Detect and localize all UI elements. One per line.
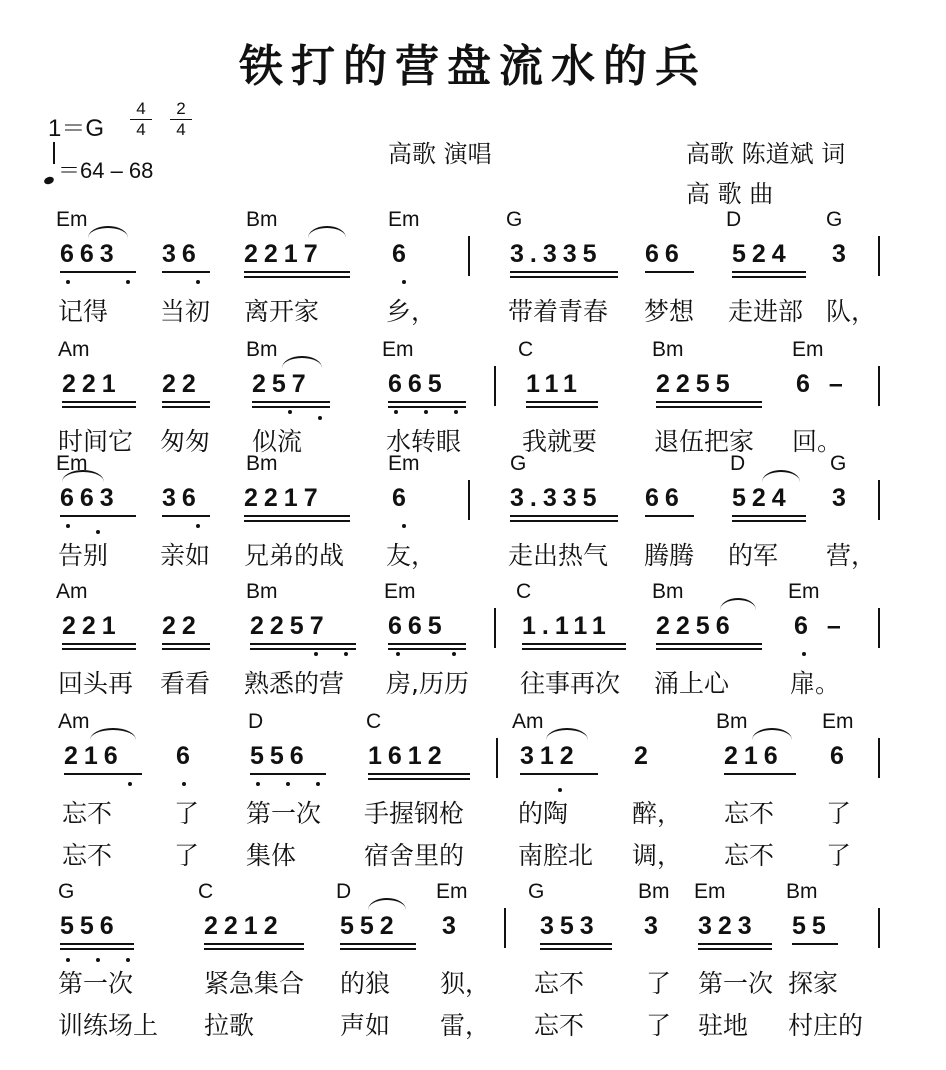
key-signature: 1＝G xyxy=(48,115,105,142)
chord-symbol: D xyxy=(248,710,264,733)
octave-dot xyxy=(314,652,318,656)
beam-underline xyxy=(522,648,626,650)
lyric-text: 梦想 xyxy=(644,297,695,326)
slur-mark xyxy=(88,226,128,238)
octave-dot xyxy=(396,652,400,656)
bar-line xyxy=(494,608,496,648)
lyric-text: 回。 xyxy=(792,427,843,456)
chord-symbol: Bm xyxy=(786,880,818,903)
beam-underline xyxy=(162,271,210,273)
chord-symbol: Am xyxy=(512,710,544,733)
lyric-text-verse2: 训练场上 xyxy=(58,1011,159,1040)
lyric-text-verse2: 拉歌 xyxy=(204,1011,255,1040)
note-group: 552 xyxy=(340,912,400,940)
chord-symbol: Em xyxy=(792,338,824,361)
chord-symbol: Em xyxy=(384,580,416,603)
chord-symbol: D xyxy=(726,208,742,231)
chord-symbol: Bm xyxy=(246,452,278,475)
note-group: 22 xyxy=(162,370,202,398)
lyric-text: 的狼 xyxy=(340,969,391,998)
beam-underline xyxy=(792,943,838,945)
note-group: 3 xyxy=(832,484,852,512)
chord-symbol: Em xyxy=(56,452,88,475)
lyric-text: 第一次 xyxy=(698,969,774,998)
note-group: 111 xyxy=(526,370,583,398)
beam-underline xyxy=(60,948,134,950)
note-group: 2256 xyxy=(656,612,736,640)
beam-underline xyxy=(162,648,210,650)
lyric-text: 友， xyxy=(386,541,437,570)
lyric-text: 离开家 xyxy=(244,297,320,326)
beam-underline xyxy=(510,520,618,522)
octave-dot xyxy=(424,410,428,414)
lyric-text-verse2: 集体 xyxy=(246,841,297,870)
note-group: 1.111 xyxy=(522,612,612,640)
slur-mark xyxy=(752,728,792,740)
beam-underline xyxy=(388,648,466,650)
note-group: 665 xyxy=(388,612,448,640)
lyric-text-verse2: 忘不 xyxy=(534,1011,585,1040)
chord-symbol: Am xyxy=(56,580,88,603)
note-group: 6 – xyxy=(796,370,849,398)
beam-underline xyxy=(244,520,350,522)
beam-underline xyxy=(60,515,136,517)
bar-line xyxy=(878,908,880,948)
lyric-text-verse2: 了 xyxy=(826,841,852,870)
lyric-text: 似流 xyxy=(252,427,303,456)
slur-mark xyxy=(368,898,406,910)
bar-line xyxy=(494,366,496,406)
slur-mark xyxy=(762,470,800,482)
lyric-text-verse2: 驻地 xyxy=(698,1011,749,1040)
chord-symbol: G xyxy=(830,452,847,475)
composer-credit: 高 歌 曲 xyxy=(686,180,774,208)
beam-underline xyxy=(62,401,136,403)
tempo-marking: ＝64 – 68 xyxy=(44,154,153,185)
lyric-text: 手握钢枪 xyxy=(364,799,465,828)
note-group: 221 xyxy=(62,370,122,398)
octave-dot xyxy=(256,782,260,786)
beam-underline xyxy=(732,515,806,517)
chord-symbol: G xyxy=(506,208,523,231)
beam-underline xyxy=(60,943,134,945)
beam-underline xyxy=(162,515,210,517)
lyric-text: 第一次 xyxy=(246,799,322,828)
singer-credit: 高歌 演唱 xyxy=(388,140,492,168)
note-group: 6 xyxy=(830,742,850,770)
lyric-text: 紧急集合 xyxy=(204,969,305,998)
note-group: 663 xyxy=(60,240,120,268)
chord-symbol: C xyxy=(518,338,534,361)
note-group: 524 xyxy=(732,484,792,512)
lyric-text: 告别 xyxy=(58,541,109,570)
beam-underline xyxy=(204,943,304,945)
lyric-text: 忘不 xyxy=(534,969,585,998)
octave-dot xyxy=(96,958,100,962)
lyric-text-verse2: 调， xyxy=(632,841,683,870)
beam-underline xyxy=(64,773,142,775)
lyric-text: 乡， xyxy=(386,297,437,326)
beam-underline xyxy=(540,948,612,950)
lyric-text-verse2: 南腔北 xyxy=(518,841,594,870)
beam-underline xyxy=(510,271,618,273)
note-group: 556 xyxy=(250,742,310,770)
beam-underline xyxy=(698,948,772,950)
lyric-text: 往事再次 xyxy=(520,669,621,698)
note-group: 66 xyxy=(645,240,685,268)
beam-underline xyxy=(60,271,136,273)
beam-underline xyxy=(645,515,694,517)
lyric-text: 忘不 xyxy=(62,799,113,828)
beam-underline xyxy=(244,276,350,278)
octave-dot xyxy=(196,280,200,284)
note-group: 22 xyxy=(162,612,202,640)
note-group: 556 xyxy=(60,912,120,940)
lyric-text-verse2: 宿舍里的 xyxy=(364,841,465,870)
lyric-text: 走进部 xyxy=(728,297,804,326)
lyric-text: 探家 xyxy=(788,969,839,998)
chord-symbol: Bm xyxy=(246,208,278,231)
lyric-text: 第一次 xyxy=(58,969,134,998)
note-group: 524 xyxy=(732,240,792,268)
lyric-text-verse2: 了 xyxy=(646,1011,672,1040)
octave-dot xyxy=(66,524,70,528)
beam-underline xyxy=(540,943,612,945)
time-signature-2-4: 2 4 xyxy=(170,100,192,139)
chord-symbol: Em xyxy=(382,338,414,361)
octave-dot xyxy=(454,410,458,414)
chord-symbol: Em xyxy=(56,208,88,231)
note-group: 353 xyxy=(540,912,600,940)
note-group: 2217 xyxy=(244,484,324,512)
note-group: 3.335 xyxy=(510,484,603,512)
note-group: 1612 xyxy=(368,742,448,770)
octave-dot xyxy=(402,280,406,284)
octave-dot xyxy=(66,958,70,962)
beam-underline xyxy=(520,773,598,775)
chord-symbol: D xyxy=(730,452,746,475)
lyric-text-verse2: 忘不 xyxy=(724,841,775,870)
note-group: 221 xyxy=(62,612,122,640)
beam-underline xyxy=(388,401,466,403)
bar-line xyxy=(468,236,470,276)
note-group: 216 xyxy=(724,742,784,770)
beam-underline xyxy=(162,401,210,403)
beam-underline xyxy=(388,643,466,645)
slur-mark xyxy=(90,728,136,740)
chord-symbol: Em xyxy=(788,580,820,603)
beam-underline xyxy=(510,515,618,517)
beam-underline xyxy=(340,943,416,945)
octave-dot xyxy=(402,524,406,528)
note-group: 216 xyxy=(64,742,124,770)
beam-underline xyxy=(656,643,762,645)
chord-symbol: Bm xyxy=(652,338,684,361)
note-group: 6 – xyxy=(794,612,847,640)
note-group: 323 xyxy=(698,912,758,940)
lyric-text: 营， xyxy=(826,541,877,570)
slur-mark xyxy=(282,356,322,368)
octave-dot xyxy=(126,280,130,284)
beam-underline xyxy=(62,406,136,408)
beam-underline xyxy=(340,948,416,950)
chord-symbol: Bm xyxy=(246,580,278,603)
lyric-text: 时间它 xyxy=(58,427,134,456)
lyric-text: 熟悉的营 xyxy=(244,669,345,698)
lyric-text: 涌上心 xyxy=(654,669,730,698)
lyric-text: 亲如 xyxy=(160,541,211,570)
lyric-text: 看看 xyxy=(160,669,211,698)
bar-line xyxy=(878,366,880,406)
beam-underline xyxy=(656,406,762,408)
beam-underline xyxy=(732,271,806,273)
octave-dot xyxy=(96,530,100,534)
note-group: 665 xyxy=(388,370,448,398)
octave-dot xyxy=(452,652,456,656)
note-group: 36 xyxy=(162,484,202,512)
beam-underline xyxy=(250,643,356,645)
beam-underline xyxy=(510,276,618,278)
note-group: 2212 xyxy=(204,912,284,940)
lyric-text: 队， xyxy=(826,297,877,326)
chord-symbol: Bm xyxy=(652,580,684,603)
slur-mark xyxy=(546,728,588,740)
beam-underline xyxy=(522,643,626,645)
octave-dot xyxy=(316,782,320,786)
lyric-text-verse2: 声如 xyxy=(340,1011,391,1040)
chord-symbol: Em xyxy=(694,880,726,903)
note-group: 3 xyxy=(442,912,462,940)
beam-underline xyxy=(62,643,136,645)
octave-dot xyxy=(182,782,186,786)
note-group: 36 xyxy=(162,240,202,268)
chord-symbol: G xyxy=(510,452,527,475)
chord-symbol: Bm xyxy=(638,880,670,903)
lyric-text: 狈， xyxy=(440,969,491,998)
beam-underline xyxy=(368,778,470,780)
note-group: 55 xyxy=(792,912,832,940)
note-group: 2255 xyxy=(656,370,736,398)
octave-dot xyxy=(344,652,348,656)
beam-underline xyxy=(645,271,694,273)
beam-underline xyxy=(698,943,772,945)
beam-underline xyxy=(368,773,470,775)
lyric-text: 我就要 xyxy=(522,427,598,456)
note-group: 6 xyxy=(392,240,412,268)
chord-symbol: C xyxy=(516,580,532,603)
bar-line xyxy=(504,908,506,948)
octave-dot xyxy=(394,410,398,414)
lyric-text-verse2: 村庄的 xyxy=(788,1011,864,1040)
lyric-text-verse2: 雷， xyxy=(440,1011,491,1040)
octave-dot xyxy=(128,782,132,786)
note-group: 312 xyxy=(520,742,580,770)
chord-symbol: G xyxy=(58,880,75,903)
time-signature-4-4: 4 4 xyxy=(130,100,152,139)
chord-symbol: G xyxy=(528,880,545,903)
chord-symbol: Em xyxy=(388,452,420,475)
beam-underline xyxy=(62,648,136,650)
lyric-text: 兄弟的战 xyxy=(244,541,345,570)
lyric-text: 扉。 xyxy=(790,669,841,698)
octave-dot xyxy=(286,782,290,786)
beam-underline xyxy=(656,648,762,650)
octave-dot xyxy=(66,280,70,284)
lyric-text: 的军 xyxy=(728,541,779,570)
note-group: 66 xyxy=(645,484,685,512)
song-title: 铁打的营盘流水的兵 xyxy=(239,41,707,92)
beam-underline xyxy=(724,773,796,775)
slur-mark xyxy=(308,226,346,238)
lyric-text: 了 xyxy=(826,799,852,828)
beam-underline xyxy=(252,401,330,403)
octave-dot xyxy=(288,410,292,414)
lyric-text: 的陶 xyxy=(518,799,569,828)
chord-symbol: C xyxy=(198,880,214,903)
chord-symbol: C xyxy=(366,710,382,733)
beam-underline xyxy=(252,406,330,408)
bar-line xyxy=(878,738,880,778)
lyricist-credit: 高歌 陈道斌 词 xyxy=(686,140,846,168)
beam-underline xyxy=(656,401,762,403)
beam-underline xyxy=(244,271,350,273)
octave-dot xyxy=(802,652,806,656)
lyric-text: 记得 xyxy=(58,297,109,326)
lyric-text: 走出热气 xyxy=(508,541,609,570)
beam-underline xyxy=(162,643,210,645)
chord-symbol: Am xyxy=(58,710,90,733)
lyric-text: 腾腾 xyxy=(644,541,695,570)
lyric-text: 当初 xyxy=(160,297,211,326)
bar-line xyxy=(878,236,880,276)
lyric-text: 房,历历 xyxy=(386,669,469,698)
chord-symbol: Am xyxy=(58,338,90,361)
lyric-text: 带着青春 xyxy=(508,297,609,326)
chord-symbol: Bm xyxy=(246,338,278,361)
note-group: 6 xyxy=(392,484,412,512)
lyric-text: 水转眼 xyxy=(386,427,462,456)
beam-underline xyxy=(732,276,806,278)
beam-underline xyxy=(526,401,598,403)
note-group: 3.335 xyxy=(510,240,603,268)
note-group: 2217 xyxy=(244,240,324,268)
lyric-text-verse2: 了 xyxy=(174,841,200,870)
beam-underline xyxy=(244,515,350,517)
beam-underline xyxy=(388,406,466,408)
lyric-text: 了 xyxy=(174,799,200,828)
lyric-text: 回头再 xyxy=(58,669,134,698)
chord-symbol: Bm xyxy=(716,710,748,733)
lyric-text: 匆匆 xyxy=(160,427,211,456)
quarter-note-icon xyxy=(43,176,55,186)
slur-mark xyxy=(720,598,756,610)
note-group: 2257 xyxy=(250,612,330,640)
beam-underline xyxy=(162,406,210,408)
octave-dot xyxy=(558,788,562,792)
note-stem xyxy=(53,142,55,164)
lyric-text: 忘不 xyxy=(724,799,775,828)
octave-dot xyxy=(196,524,200,528)
octave-dot xyxy=(126,958,130,962)
beam-underline xyxy=(250,773,326,775)
lyric-text: 醉， xyxy=(632,799,683,828)
chord-symbol: D xyxy=(336,880,352,903)
note-group: 3 xyxy=(832,240,852,268)
octave-dot xyxy=(318,416,322,420)
lyric-text: 了 xyxy=(646,969,672,998)
note-group: 663 xyxy=(60,484,120,512)
beam-underline xyxy=(526,406,598,408)
note-group: 257 xyxy=(252,370,312,398)
chord-symbol: Em xyxy=(822,710,854,733)
chord-symbol: Em xyxy=(388,208,420,231)
beam-underline xyxy=(250,648,356,650)
lyric-text-verse2: 忘不 xyxy=(62,841,113,870)
beam-underline xyxy=(732,520,806,522)
bar-line xyxy=(878,480,880,520)
note-group: 3 xyxy=(644,912,664,940)
bar-line xyxy=(468,480,470,520)
lyric-text: 退伍把家 xyxy=(654,427,755,456)
chord-symbol: G xyxy=(826,208,843,231)
beam-underline xyxy=(204,948,304,950)
chord-symbol: Em xyxy=(436,880,468,903)
bar-line xyxy=(878,608,880,648)
note-group: 6 xyxy=(176,742,196,770)
bar-line xyxy=(496,738,498,778)
note-group: 2 xyxy=(634,742,654,770)
